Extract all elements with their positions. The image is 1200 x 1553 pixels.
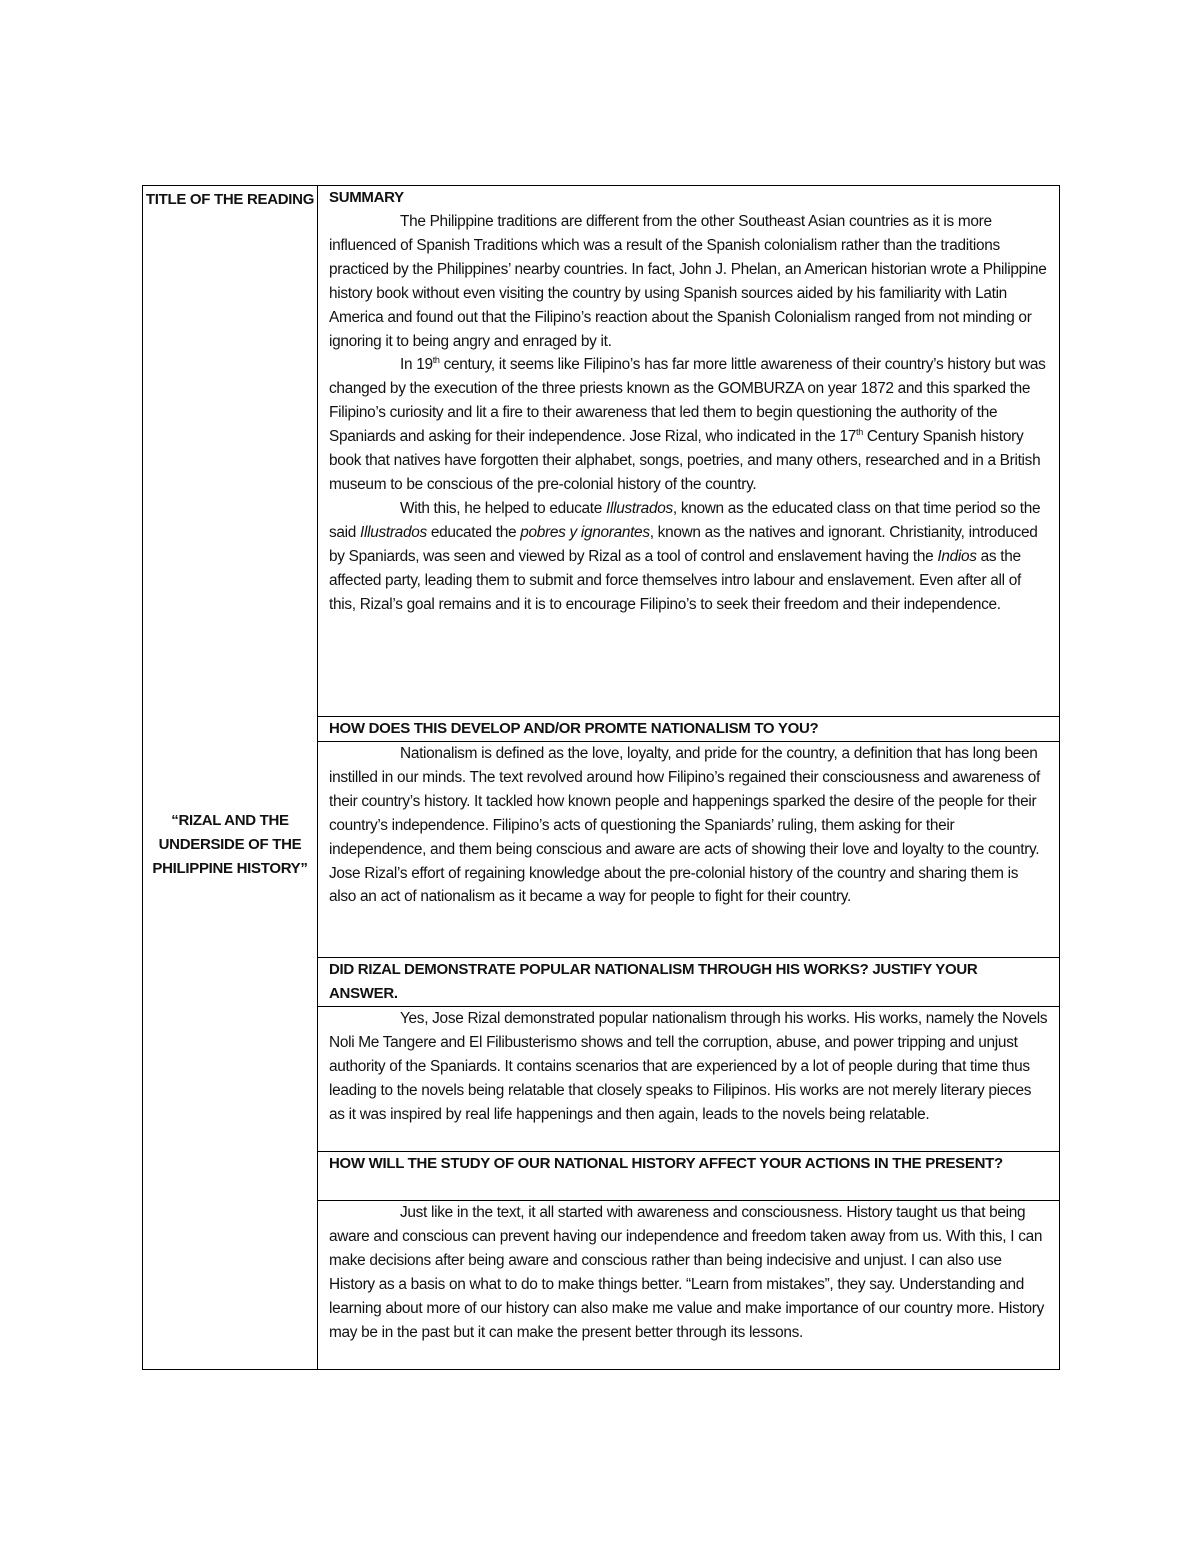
q1-header-cell	[318, 717, 1060, 742]
summary-paragraph-2: In 19th century, it seems like Filipino’s has far more little awareness of their country’s history but was changed by the execution of the three priests known as the GOMBURZA on year 1872 and this sparked the Filipino’s curiosity and lit a fire to their awareness that led them to begin questioning the authority of the Spaniards and asking for their independence. Jose Rizal, who indicated in the 17th Century Spanish history book that natives have forgotten their alphabet, songs, poetries, and many others, researched and in a British museum to be conscious of the pre-colonial history of the country.	[329, 355, 1046, 493]
q2-header: DID RIZAL DEMONSTRATE POPULAR NATIONALISM THROUGH HIS WORKS? JUSTIFY YOUR ANSWER.	[329, 961, 978, 1002]
q3-answer: Just like in the text, it all started with awareness and consciousness. History taught us that being aware and conscious can prevent having our independence and freedom taken away from us. With this, I can make decisions after being aware and conscious rather than being indecisive and unjust. I can also use History as a basis on what to do to make things better. “Learn from mistakes”, they say. Understanding and learning about more of our history can also make me value and make importance of our country more. History may be in the past but it can make the present better through its lessons.	[329, 1204, 1045, 1341]
q1-answer-cell	[318, 742, 1060, 958]
q3-header: HOW WILL THE STUDY OF OUR NATIONAL HISTORY AFFECT YOUR ACTIONS IN THE PRESENT?	[329, 1155, 1003, 1172]
summary-header: SUMMARY	[329, 189, 404, 206]
q2-header-cell	[318, 958, 1060, 1007]
q3-answer-cell	[318, 1201, 1060, 1370]
q2-answer-cell	[318, 1007, 1060, 1152]
title-heading: TITLE OF THE READING	[145, 191, 315, 208]
title-column	[143, 186, 318, 1370]
q1-answer: Nationalism is defined as the love, loyalty, and pride for the country, a definition that has long been instilled in our minds. The text revolved around how Filipino’s regained their consciousness and awareness of their country’s history. It tackled how known people and happenings sparked the desire of the people for their country’s independence. Filipino’s acts of questioning the Spaniards’ ruling, them asking for their independence, and them being conscious and aware are acts of showing their love and loyalty to the country. Jose Rizal’s effort of regaining knowledge about the pre-colonial history of the country and sharing them is also an act of nationalism as it became a way for people to fight for their country.	[329, 745, 1041, 906]
q2-answer: Yes, Jose Rizal demonstrated popular nationalism through his works. His works, namely the Novels Noli Me Tangere and El Filibusterismo shows and tell the corruption, abuse, and power tripping and unjust authority of the Spaniards. It contains scenarios that are experienced by a lot of people during that time thus leading to the novels being relatable that closely speaks to Filipinos. His works are not merely literary pieces as it was inspired by real life happenings and then again, leads to the novels being relatable.	[329, 1010, 1048, 1123]
q3-header-cell	[318, 1152, 1060, 1201]
summary-text	[318, 210, 1059, 616]
q1-header: HOW DOES THIS DEVELOP AND/OR PROMTE NATIONALISM TO YOU?	[329, 720, 819, 737]
reading-title: “RIZAL AND THE UNDERSIDE OF THE PHILIPPINE HISTORY”	[152, 812, 308, 877]
summary-cell	[318, 186, 1060, 717]
reading-table	[142, 185, 1060, 1370]
summary-paragraph-1: The Philippine traditions are different from the other Southeast Asian countries as it is more influenced of Spanish Traditions which was a result of the Spanish colonialism rather than the traditions practiced by the Philippines’ nearby countries. In fact, John J. Phelan, an American historian wrote a Philippine history book without even visiting the country by using Spanish sources aided by his familiarity with Latin America and found out that the Filipino’s reaction about the Spanish Colonialism ranged from not minding or ignoring it to being angry and enraged by it.	[329, 213, 1047, 350]
summary-paragraph-3: With this, he helped to educate Illustrados, known as the educated class on that time period so the said Illustrados educated the pobres y ignorantes, known as the natives and ignorant. Christianity, introduced by Spaniards, was seen and viewed by Rizal as a tool of control and enslavement having the Indios as the affected party, leading them to submit and force themselves intro labour and enslavement. Even after all of this, Rizal’s goal remains and it is to encourage Filipino’s to seek their freedom and their independence.	[329, 499, 1041, 613]
